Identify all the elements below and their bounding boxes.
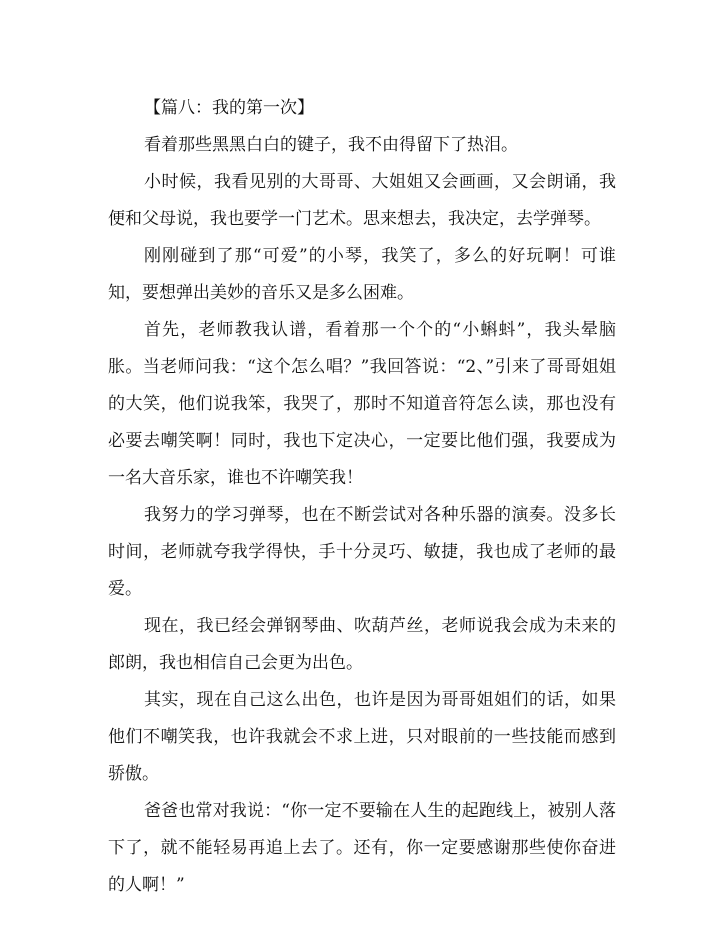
document-title: 【篇八：我的第一次】: [144, 98, 314, 118]
paragraph-3: 刚刚碰到了那“可爱”的小琴，我笑了，多么的好玩啊！可谁知，要想弹出美妙的音乐又是多么困难。: [108, 246, 616, 303]
paragraph-1: 看着那些黑黑白白的键子，我不由得留下了热泪。: [144, 135, 518, 155]
paragraph-8: 爸爸也常对我说：“你一定不要输在人生的起跑线上，被别人落下了，就不能轻易再追上去了。还有，你一定要感谢那些使你奋进的人啊！”: [108, 801, 616, 895]
paragraph-6: 现在，我已经会弹钢琴曲、吹葫芦丝，老师说我会成为未来的郎朗，我也相信自己会更为出色。: [108, 616, 616, 673]
document-body: [108, 90, 616, 904]
paragraph-2: 小时候，我看见别的大哥哥、大姐姐又会画画，又会朗诵，我便和父母说，我也要学一门艺术。思来想去，我决定，去学弹琴。: [108, 172, 616, 229]
paragraph-5: 我努力的学习弹琴，也在不断尝试对各种乐器的演奏。没多长时间，老师就夸我学得快，手十分灵巧、敏捷，我也成了老师的最爱。: [108, 505, 616, 599]
paragraph-4: 首先，老师教我认谱，看着那一个个的“小蝌蚪”，我头晕脑胀。当老师问我：“这个怎么唱？”我回答说：“2、”引来了哥哥姐姐的大笑，他们说我笨，我哭了，那时不知道音符怎么读，那也没有必要去嘲笑啊！同时，我也下定决心，一定要比他们强，我要成为一名大音乐家，谁也不许嘲笑我！: [108, 320, 616, 488]
paragraph-7: 其实，现在自己这么出色，也许是因为哥哥姐姐们的话，如果他们不嘲笑我，也许我就会不求上进，只对眼前的一些技能而感到骄傲。: [108, 690, 616, 784]
